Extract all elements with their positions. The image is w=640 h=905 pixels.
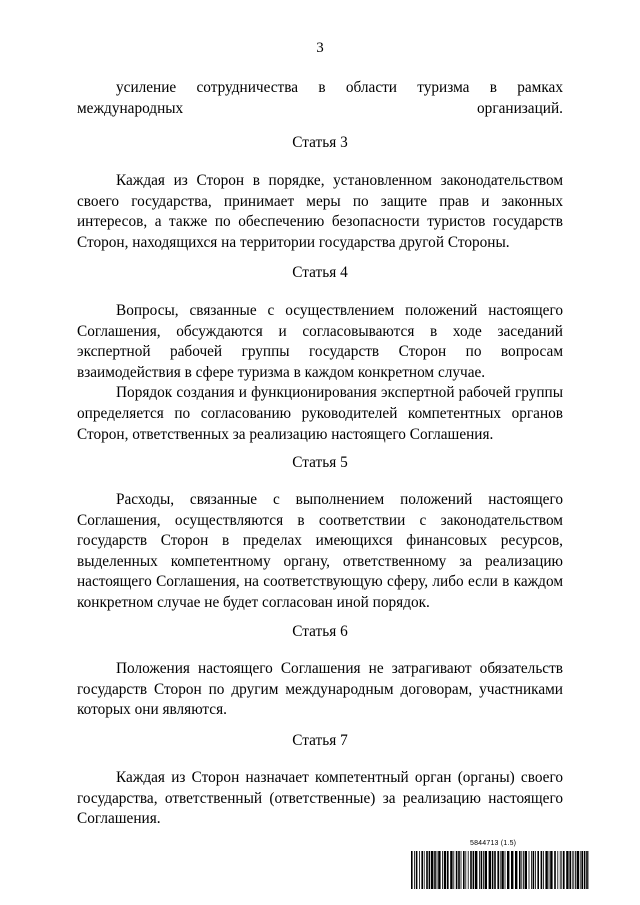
paragraph-text: Расходы, связанные с выполнением положений настоящего Соглашения, осуществляются в соответствии с законодательством государств Сторон в пределах имеющихся финансовых ресурсов, выделенных компетентному органу, ответственному за реализацию настоящего Соглашения, на соответствующую сферу, либо если в каждом конкретном случае не будет согласован иной порядок. xyxy=(77,491,563,611)
paragraph-text: Положения настоящего Соглашения не затрагивают обязательств государств Сторон по другим международным договорам, участниками которых они являются. xyxy=(77,660,563,719)
barcode-image xyxy=(411,851,589,889)
article-7-paragraph xyxy=(77,768,563,830)
article-3-heading: Статья 3 xyxy=(292,134,348,151)
article-5-heading: Статья 5 xyxy=(292,454,348,471)
page-number: 3 xyxy=(316,40,324,56)
article-3-paragraph xyxy=(77,171,563,253)
paragraph-text: Вопросы, связанные с осуществлением положений настоящего Соглашения, обсуждаются и согласовываются в ходе заседаний экспертной рабочей группы государств Сторон по вопросам взаимодействия в сфере туризма в каждом конкретном случае. xyxy=(77,302,563,381)
article-4-heading: Статья 4 xyxy=(292,264,348,281)
article-7-heading: Статья 7 xyxy=(292,732,348,749)
barcode-caption: 5844713 (1.5) xyxy=(470,840,517,847)
paragraph-continuation xyxy=(77,78,563,119)
article-6-paragraph xyxy=(77,659,563,721)
paragraph-text: усиление сотрудничества в области туризма в рамках международных организаций. xyxy=(77,79,563,117)
article-4-paragraphs xyxy=(77,301,563,445)
paragraph-text: Порядок создания и функционирования экспертной рабочей группы определяется по согласованию руководителей компетентных органов Сторон, ответственных за реализацию настоящего Соглашения. xyxy=(77,384,563,443)
article-5-paragraph xyxy=(77,490,563,614)
paragraph-text: Каждая из Сторон назначает компетентный орган (органы) своего государства, ответственный (ответственные) за реализацию настоящего Соглашения. xyxy=(77,769,563,828)
paragraph-text: Каждая из Сторон в порядке, установленном законодательством своего государства, принимает меры по защите прав и законных интересов, а также по обеспечению безопасности туристов государств Сторон, находящихся на территории государства другой Стороны. xyxy=(77,172,563,251)
article-6-heading: Статья 6 xyxy=(292,623,348,640)
